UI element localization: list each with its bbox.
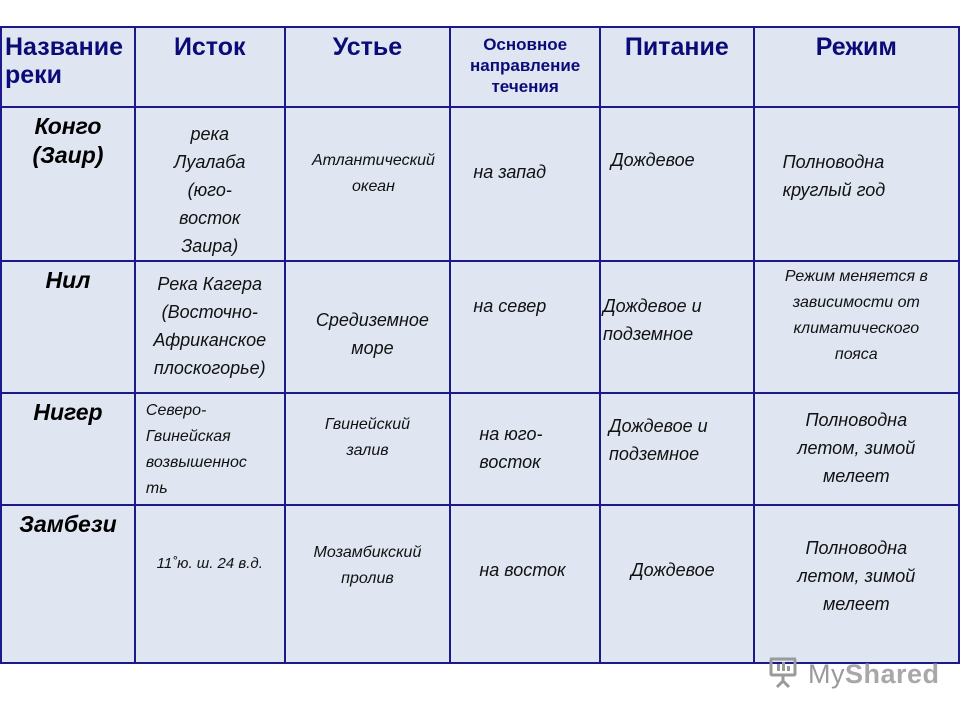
- river-name: Нигер: [1, 393, 135, 505]
- river-direction: на запад: [450, 107, 600, 261]
- table-row: [1, 393, 959, 505]
- header-mouth: Устье: [285, 27, 451, 107]
- river-feeding: Дождевое: [600, 107, 754, 261]
- river-name: Замбези: [1, 505, 135, 663]
- river-regime: Режим меняется в зависимости от климатического пояса: [754, 261, 959, 393]
- river-mouth: Атлантический океан: [285, 107, 451, 261]
- river-name: Конго (Заир): [1, 107, 135, 261]
- table-row: [1, 107, 959, 261]
- river-direction: на восток: [450, 505, 600, 663]
- header-direction: Основное направление течения: [450, 27, 600, 107]
- river-regime: Полноводна круглый год: [754, 107, 959, 261]
- river-mouth: Мозамбикский пролив: [285, 505, 451, 663]
- myshared-watermark: [768, 656, 940, 692]
- river-feeding: Дождевое: [600, 505, 754, 663]
- header-regime: Режим: [754, 27, 959, 107]
- header-name: Название реки: [1, 27, 135, 107]
- table-row: [1, 261, 959, 393]
- river-mouth: Средиземное море: [285, 261, 451, 393]
- river-source: Северо- Гвинейская возвышеннос ть: [135, 393, 285, 505]
- river-direction: на север: [450, 261, 600, 393]
- header-source: Исток: [135, 27, 285, 107]
- header-feeding: Питание: [600, 27, 754, 107]
- river-mouth: Гвинейский залив: [285, 393, 451, 505]
- table-row: [1, 505, 959, 663]
- river-name: Нил: [1, 261, 135, 393]
- river-source: 11˚ю. ш. 24 в.д.: [135, 505, 285, 663]
- river-feeding: Дождевое и подземное: [600, 393, 754, 505]
- river-regime: Полноводна летом, зимой мелеет: [754, 393, 959, 505]
- watermark-text: MyShared: [808, 658, 940, 689]
- presentation-board-icon: [768, 655, 802, 694]
- river-source: река Луалаба (юго- восток Заира): [135, 107, 285, 261]
- river-direction: на юго- восток: [450, 393, 600, 505]
- rivers-table: [0, 26, 960, 664]
- header-row: [1, 27, 959, 107]
- river-regime: Полноводна летом, зимой мелеет: [754, 505, 959, 663]
- river-source: Река Кагера (Восточно- Африканское плоскогорье): [135, 261, 285, 393]
- river-feeding: Дождевое и подземное: [600, 261, 754, 393]
